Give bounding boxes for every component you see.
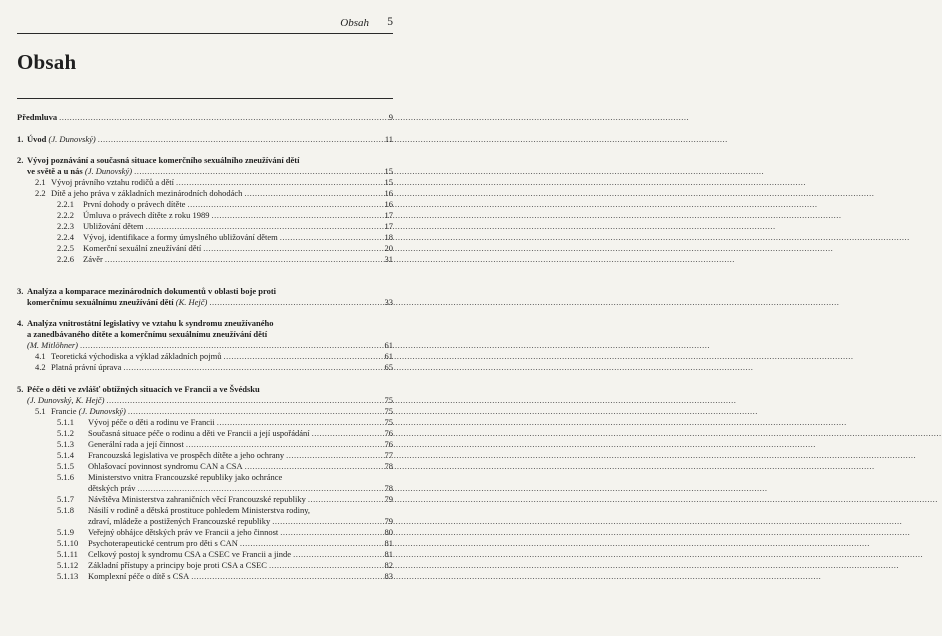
toc-entry-title-text: Vývoj právního vztahu rodičů a dětí — [51, 177, 174, 187]
dot-leader — [146, 221, 379, 231]
toc-entry-title-text: Péče o děti ve zvlášť obtížných situacích ve Francii a ve Švédsku — [27, 384, 260, 394]
dot-leader — [106, 395, 379, 405]
toc-entry-number: 5.1.1 — [57, 417, 74, 427]
toc-entry-title — [27, 286, 276, 296]
page-title: Obsah — [17, 50, 77, 74]
page-number: 5 — [387, 16, 393, 28]
toc-entry-title — [88, 571, 189, 581]
dot-leader — [240, 538, 379, 548]
toc-entry-page: 61 — [384, 351, 393, 361]
toc-entry-page: 31 — [384, 254, 393, 264]
dot-leader — [123, 362, 379, 372]
toc-entry-title — [51, 188, 242, 198]
toc-entry-title — [27, 134, 96, 144]
toc-entry[interactable] — [17, 505, 393, 515]
toc-entry-page: 65 — [384, 362, 393, 372]
toc-entry-number: 5.1.10 — [57, 538, 79, 548]
toc-entry-title-text: Vývoj poznávání a současná situace komerčního sexuálního zneužívání dětí — [27, 155, 300, 165]
toc-entry-title-text: Současná situace péče o rodinu a děti ve Francii a její uspořádání — [88, 428, 310, 438]
toc-entry-page: 18 — [384, 232, 393, 242]
toc-entry-page: 75 — [384, 395, 393, 405]
toc-entry-page: 15 — [384, 166, 393, 176]
toc-entry-number: 4. — [17, 318, 24, 328]
toc-entry[interactable] — [17, 112, 393, 122]
toc-entry-page: 83 — [384, 571, 393, 581]
toc-entry-title — [27, 155, 300, 165]
toc-entry-title — [88, 417, 215, 427]
toc-entry[interactable] — [17, 461, 393, 471]
toc-entry[interactable] — [17, 166, 393, 176]
toc-entry-title — [83, 210, 210, 220]
toc-entry-number: 5.1.2 — [57, 428, 74, 438]
toc-entry-title-text: Francouzská legislativa ve prospěch dítěte a jeho ochrany — [88, 450, 285, 460]
toc-entry-title-text: Návštěva Ministerstva zahraničních věcí Francouzské republiky — [88, 494, 306, 504]
toc-entry-title-text: Francie — [51, 406, 79, 416]
toc-entry[interactable] — [17, 549, 393, 559]
toc-entry[interactable] — [17, 527, 393, 537]
toc-entry[interactable] — [17, 199, 393, 209]
dot-leader — [224, 351, 379, 361]
toc-entry-title-text: Násilí v rodině a dětská prostituce pohledem Ministerstva rodiny, — [88, 505, 311, 515]
toc-entry[interactable] — [17, 384, 393, 394]
toc-entry-page: 75 — [384, 417, 393, 427]
dot-leader — [286, 450, 379, 460]
toc-entry-number: 5.1.5 — [57, 461, 74, 471]
toc-entry-title — [51, 362, 121, 372]
toc-entry-number: 5.1.11 — [57, 549, 78, 559]
toc-entry-number: 3. — [17, 286, 24, 296]
toc-entry-title — [27, 384, 260, 394]
toc-entry-page: 11 — [384, 134, 393, 144]
dot-leader — [176, 177, 379, 187]
toc-entry[interactable] — [17, 297, 393, 307]
toc-entry[interactable] — [17, 155, 393, 165]
toc-entry-title-text: Celkový postoj k syndromu CSA a CSEC ve Francii a jinde — [88, 549, 292, 559]
dot-leader — [137, 483, 379, 493]
toc-entry[interactable] — [17, 362, 393, 372]
toc-entry-number: 4.2 — [35, 362, 46, 372]
dot-leader — [272, 516, 379, 526]
toc-entry-title — [51, 406, 126, 416]
toc-entry-page: 81 — [384, 549, 393, 559]
dot-leader — [187, 199, 379, 209]
toc-entry-page: 77 — [384, 450, 393, 460]
toc-entry-number: 2.2.2 — [57, 210, 74, 220]
toc-entry-title — [83, 254, 103, 264]
toc-entry-number: 2.2.6 — [57, 254, 74, 264]
toc-entry-number: 2. — [17, 155, 24, 165]
toc-entry-title — [88, 527, 278, 537]
toc-entry-title-text: Ministerstvo vnitra Francouzské republiky jako ochránce — [88, 472, 283, 482]
toc-entry-page: 78 — [384, 461, 393, 471]
toc-entry-title-text: Ohlašovací povinnost syndromu CAN a CSA — [88, 461, 243, 471]
dot-leader — [280, 527, 379, 537]
dot-leader — [217, 417, 379, 427]
toc-entry-title-text: Teoretická východiska a výklad základních pojmů — [51, 351, 222, 361]
dot-leader — [244, 188, 379, 198]
toc-entry[interactable] — [17, 450, 393, 460]
toc-entry-title-text: Analýza a komparace mezinárodních dokumentů v oblasti boje proti — [27, 286, 277, 296]
toc-entry-number: 5. — [17, 384, 24, 394]
toc-entry[interactable] — [17, 351, 393, 361]
toc-entry[interactable] — [17, 134, 393, 144]
toc-entry[interactable] — [17, 243, 393, 253]
toc-entry-title-text: Úvod — [27, 134, 49, 144]
dot-leader — [128, 406, 379, 416]
toc-entry[interactable] — [17, 472, 393, 482]
toc-entry-title-text: Veřejný obhájce dětských práv ve Francii a jeho činnost — [88, 527, 279, 537]
toc-entry[interactable] — [17, 538, 393, 548]
toc-entry-title-text: Vývoj péče o děti a rodinu ve Francii — [88, 417, 215, 427]
toc-entry-title — [83, 199, 185, 209]
toc-entry-author: (J. Dunovský) — [48, 134, 96, 144]
toc-entry-title — [88, 549, 291, 559]
toc-entry-title — [27, 297, 207, 307]
toc-entry[interactable] — [17, 318, 393, 328]
toc-entry-title-text: Dítě a jeho práva v základních mezinárodních dohodách — [51, 188, 243, 198]
toc-entry[interactable] — [17, 395, 393, 405]
toc-entry-page: 15 — [384, 177, 393, 187]
toc-entry-title — [88, 494, 306, 504]
toc-entry-number: 1. — [17, 134, 24, 144]
toc-entry-number: 4.1 — [35, 351, 46, 361]
toc-entry-number: 2.2.1 — [57, 199, 74, 209]
toc-entry-author: (J. Dunovský) — [84, 166, 133, 176]
toc-entry[interactable] — [17, 560, 393, 570]
toc-entry-title-text: a zanedbávaného dítěte a komerčnímu sexuálnímu zneužívání dětí — [27, 329, 268, 339]
toc-entry-page: 33 — [384, 297, 393, 307]
toc-entry-title — [88, 428, 310, 438]
toc-entry-title-text: Generální rada a její činnost — [88, 439, 184, 449]
toc-entry[interactable] — [17, 232, 393, 242]
toc-entry-title — [88, 505, 310, 515]
toc-entry-title — [88, 560, 267, 570]
toc-entry-title — [51, 177, 174, 187]
toc-entry-number: 2.2.4 — [57, 232, 74, 242]
dot-leader — [105, 254, 379, 264]
toc-entry-title-text: Úmluva o právech dítěte z roku 1989 — [83, 210, 210, 220]
toc-entry[interactable] — [17, 210, 393, 220]
toc-entry-number: 5.1.6 — [57, 472, 74, 482]
toc-entry-title — [88, 538, 238, 548]
toc-entry-author: (K. Hejč) — [175, 297, 208, 307]
dot-leader — [269, 560, 379, 570]
toc-entry[interactable] — [17, 188, 393, 198]
toc-entry-page: 76 — [384, 428, 393, 438]
toc-entry-title — [83, 243, 201, 253]
book-page — [0, 0, 405, 636]
toc-entry-title-text: Vývoj, identifikace a formy úmyslného ubližování dětem — [83, 232, 278, 242]
dot-leader — [212, 210, 379, 220]
toc-entry-number: 2.2 — [35, 188, 46, 198]
toc-entry-title-text: První dohody o právech dítěte — [83, 199, 186, 209]
toc-entry-number: 5.1.8 — [57, 505, 74, 515]
toc-entry-title — [27, 318, 273, 328]
toc-entry-number: 2.1 — [35, 177, 46, 187]
toc-entry-page: 17 — [384, 221, 393, 231]
running-header-title: Obsah — [340, 17, 369, 29]
toc-entry-page: 9 — [388, 112, 393, 122]
toc-entry-title-text: zdraví, mládeže a postižených Francouzské republiky — [88, 516, 271, 526]
toc-entry-title — [88, 461, 243, 471]
toc-entry-title — [27, 395, 104, 405]
toc-entry-number: 2.2.3 — [57, 221, 74, 231]
toc-entry[interactable] — [17, 221, 393, 231]
toc-entry-page: 20 — [384, 243, 393, 253]
toc-entry-title-text: Komerční sexuální zneužívání dětí — [83, 243, 202, 253]
dot-leader — [59, 112, 379, 122]
toc-entry[interactable] — [17, 571, 393, 581]
dot-leader — [134, 166, 379, 176]
toc-entry-title — [83, 232, 278, 242]
toc-entry-page: 79 — [384, 516, 393, 526]
toc-top-rule — [17, 98, 393, 99]
dot-leader — [191, 571, 379, 581]
toc-entry-title-text: Základní přístupy a principy boje proti CSA a CSEC — [88, 560, 267, 570]
toc-entry-page: 17 — [384, 210, 393, 220]
toc-entry[interactable] — [17, 406, 393, 416]
toc-entry-number: 5.1.3 — [57, 439, 74, 449]
toc-entry-title — [88, 516, 270, 526]
toc-entry-title — [83, 221, 144, 231]
toc-entry[interactable] — [17, 254, 393, 264]
toc-entry[interactable] — [17, 329, 393, 339]
toc-entry[interactable] — [17, 483, 393, 493]
toc-entry-number: 5.1.4 — [57, 450, 74, 460]
toc-entry-number: 5.1.12 — [57, 560, 79, 570]
toc-entry-number: 5.1.7 — [57, 494, 74, 504]
toc-entry-author: (J. Dunovský) — [78, 406, 126, 416]
running-header — [17, 16, 393, 34]
toc-entry-title-text: Předmluva — [17, 112, 58, 122]
toc-entry-title-text: dětských práv — [88, 483, 136, 493]
toc-entry[interactable] — [17, 428, 393, 438]
toc-entry-page: 80 — [384, 527, 393, 537]
toc-entry-title-text: Analýza vnitrostátní legislativy ve vztahu k syndromu zneužívaného — [27, 318, 274, 328]
toc-entry-title-text: ve světě a u nás — [27, 166, 85, 176]
toc-entry-title — [27, 166, 132, 176]
toc-entry-title — [17, 112, 57, 122]
toc-entry[interactable] — [17, 439, 393, 449]
toc-entry-page: 82 — [384, 560, 393, 570]
toc-entry-author: (M. Mitlöhner) — [27, 340, 78, 350]
toc-entry-title — [27, 329, 267, 339]
toc-entry[interactable] — [17, 340, 393, 350]
toc-entry-title-text: Platná právní úprava — [51, 362, 122, 372]
dot-leader — [80, 340, 379, 350]
dot-leader — [203, 243, 379, 253]
toc-entry-title — [88, 472, 282, 482]
toc-entry-title-text: Komplexní péče o dítě s CSA — [88, 571, 190, 581]
toc-entry-title — [88, 483, 135, 493]
toc-entry-title-text: Ubližování dětem — [83, 221, 144, 231]
dot-leader — [98, 134, 379, 144]
toc-entry-number: 5.1 — [35, 406, 46, 416]
dot-leader — [245, 461, 379, 471]
dot-leader — [293, 549, 379, 559]
toc-entry-page: 16 — [384, 188, 393, 198]
toc-entry[interactable] — [17, 417, 393, 427]
toc-entry-title — [51, 351, 222, 361]
dot-leader — [186, 439, 379, 449]
dot-leader — [308, 494, 379, 504]
toc-entry-page: 61 — [384, 340, 393, 350]
toc-entry-title-text: komerčnímu sexuálnímu zneužívání dětí — [27, 297, 176, 307]
toc-entry-title — [88, 450, 284, 460]
toc-entry-page: 16 — [384, 199, 393, 209]
toc-entry-page: 76 — [384, 439, 393, 449]
toc-entry-title — [27, 340, 78, 350]
toc-entry-number: 5.1.9 — [57, 527, 74, 537]
toc-entry-page: 81 — [384, 538, 393, 548]
dot-leader — [209, 297, 379, 307]
toc-entry-page: 79 — [384, 494, 393, 504]
toc-entry-title — [88, 439, 184, 449]
toc-entry-page: 75 — [384, 406, 393, 416]
toc-entry[interactable] — [17, 286, 393, 296]
toc-entry-title-text: Psychoterapeutické centrum pro děti s CAN — [88, 538, 238, 548]
toc-entry-author: (J. Dunovský, K. Hejč) — [27, 395, 105, 405]
toc-entry-title-text: Závěr — [83, 254, 103, 264]
toc-entry-page: 78 — [384, 483, 393, 493]
dot-leader — [280, 232, 379, 242]
toc-entry[interactable] — [17, 516, 393, 526]
toc-entry[interactable] — [17, 494, 393, 504]
toc-entry-number: 2.2.5 — [57, 243, 74, 253]
toc-entry[interactable] — [17, 177, 393, 187]
toc-entry-number: 5.1.13 — [57, 571, 79, 581]
dot-leader — [312, 428, 379, 438]
